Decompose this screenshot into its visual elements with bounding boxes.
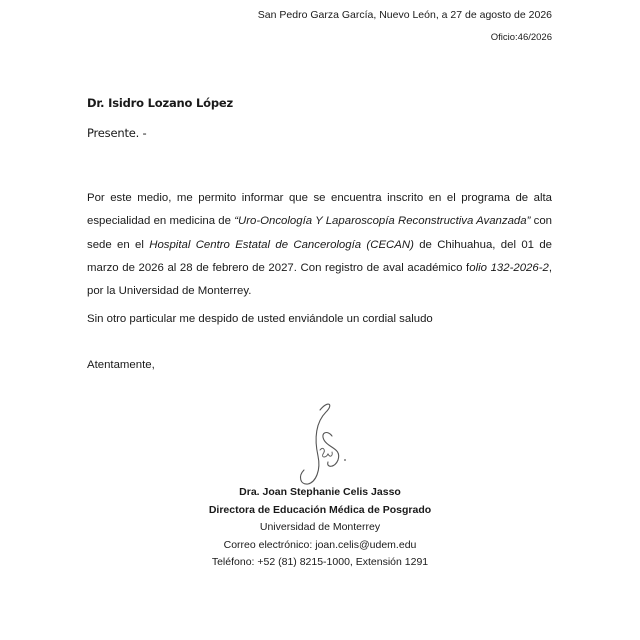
valediction: Atentamente, [87, 359, 155, 371]
signatory-email: Correo electrónico: joan.celis@udem.edu [223, 538, 417, 551]
handwritten-signature [290, 398, 360, 488]
hospital-name: Hospital Centro Estatal de Cancerología (CECAN) [149, 238, 414, 251]
signatory-phone: Teléfono: +52 (81) 8215-1000, Extensión 1291 [211, 556, 429, 568]
closing-sentence: Sin otro particular me despido de usted enviándole un cordial saludo [87, 313, 433, 325]
folio-number: olio 132-2026-2 [469, 261, 549, 274]
body-text-2: con sede en el [87, 215, 552, 251]
signature-block [160, 484, 480, 572]
place-and-date: San Pedro Garza García, Nuevo León, a 27 de agosto de 2026 [257, 9, 552, 21]
signatory-institution: Universidad de Monterrey [259, 521, 381, 533]
program-name: “Uro-Oncología Y Laparoscopía Reconstructiva Avanzada” [234, 215, 531, 228]
body-text-3: de Chihuahua, del 01 de marzo de 2026 al 28 de febrero de 2027. Con registro de aval académico f [87, 238, 552, 274]
body-text-1: Por este medio, me permito informar que se encuentra inscrito en el programa de alta especialidad en medicina de [87, 192, 552, 228]
body-text-4: , por la Universidad de Monterrey. [87, 261, 553, 298]
body-paragraph [87, 187, 552, 303]
signatory-title: Directora de Educación Médica de Posgrado [208, 503, 432, 516]
oficio-number: Oficio:46/2026 [490, 32, 552, 43]
recipient-name: Dr. Isidro Lozano López [87, 96, 233, 110]
greeting: Presente. - [87, 126, 147, 140]
signatory-name: Dra. Joan Stephanie Celis Jasso [239, 486, 401, 498]
